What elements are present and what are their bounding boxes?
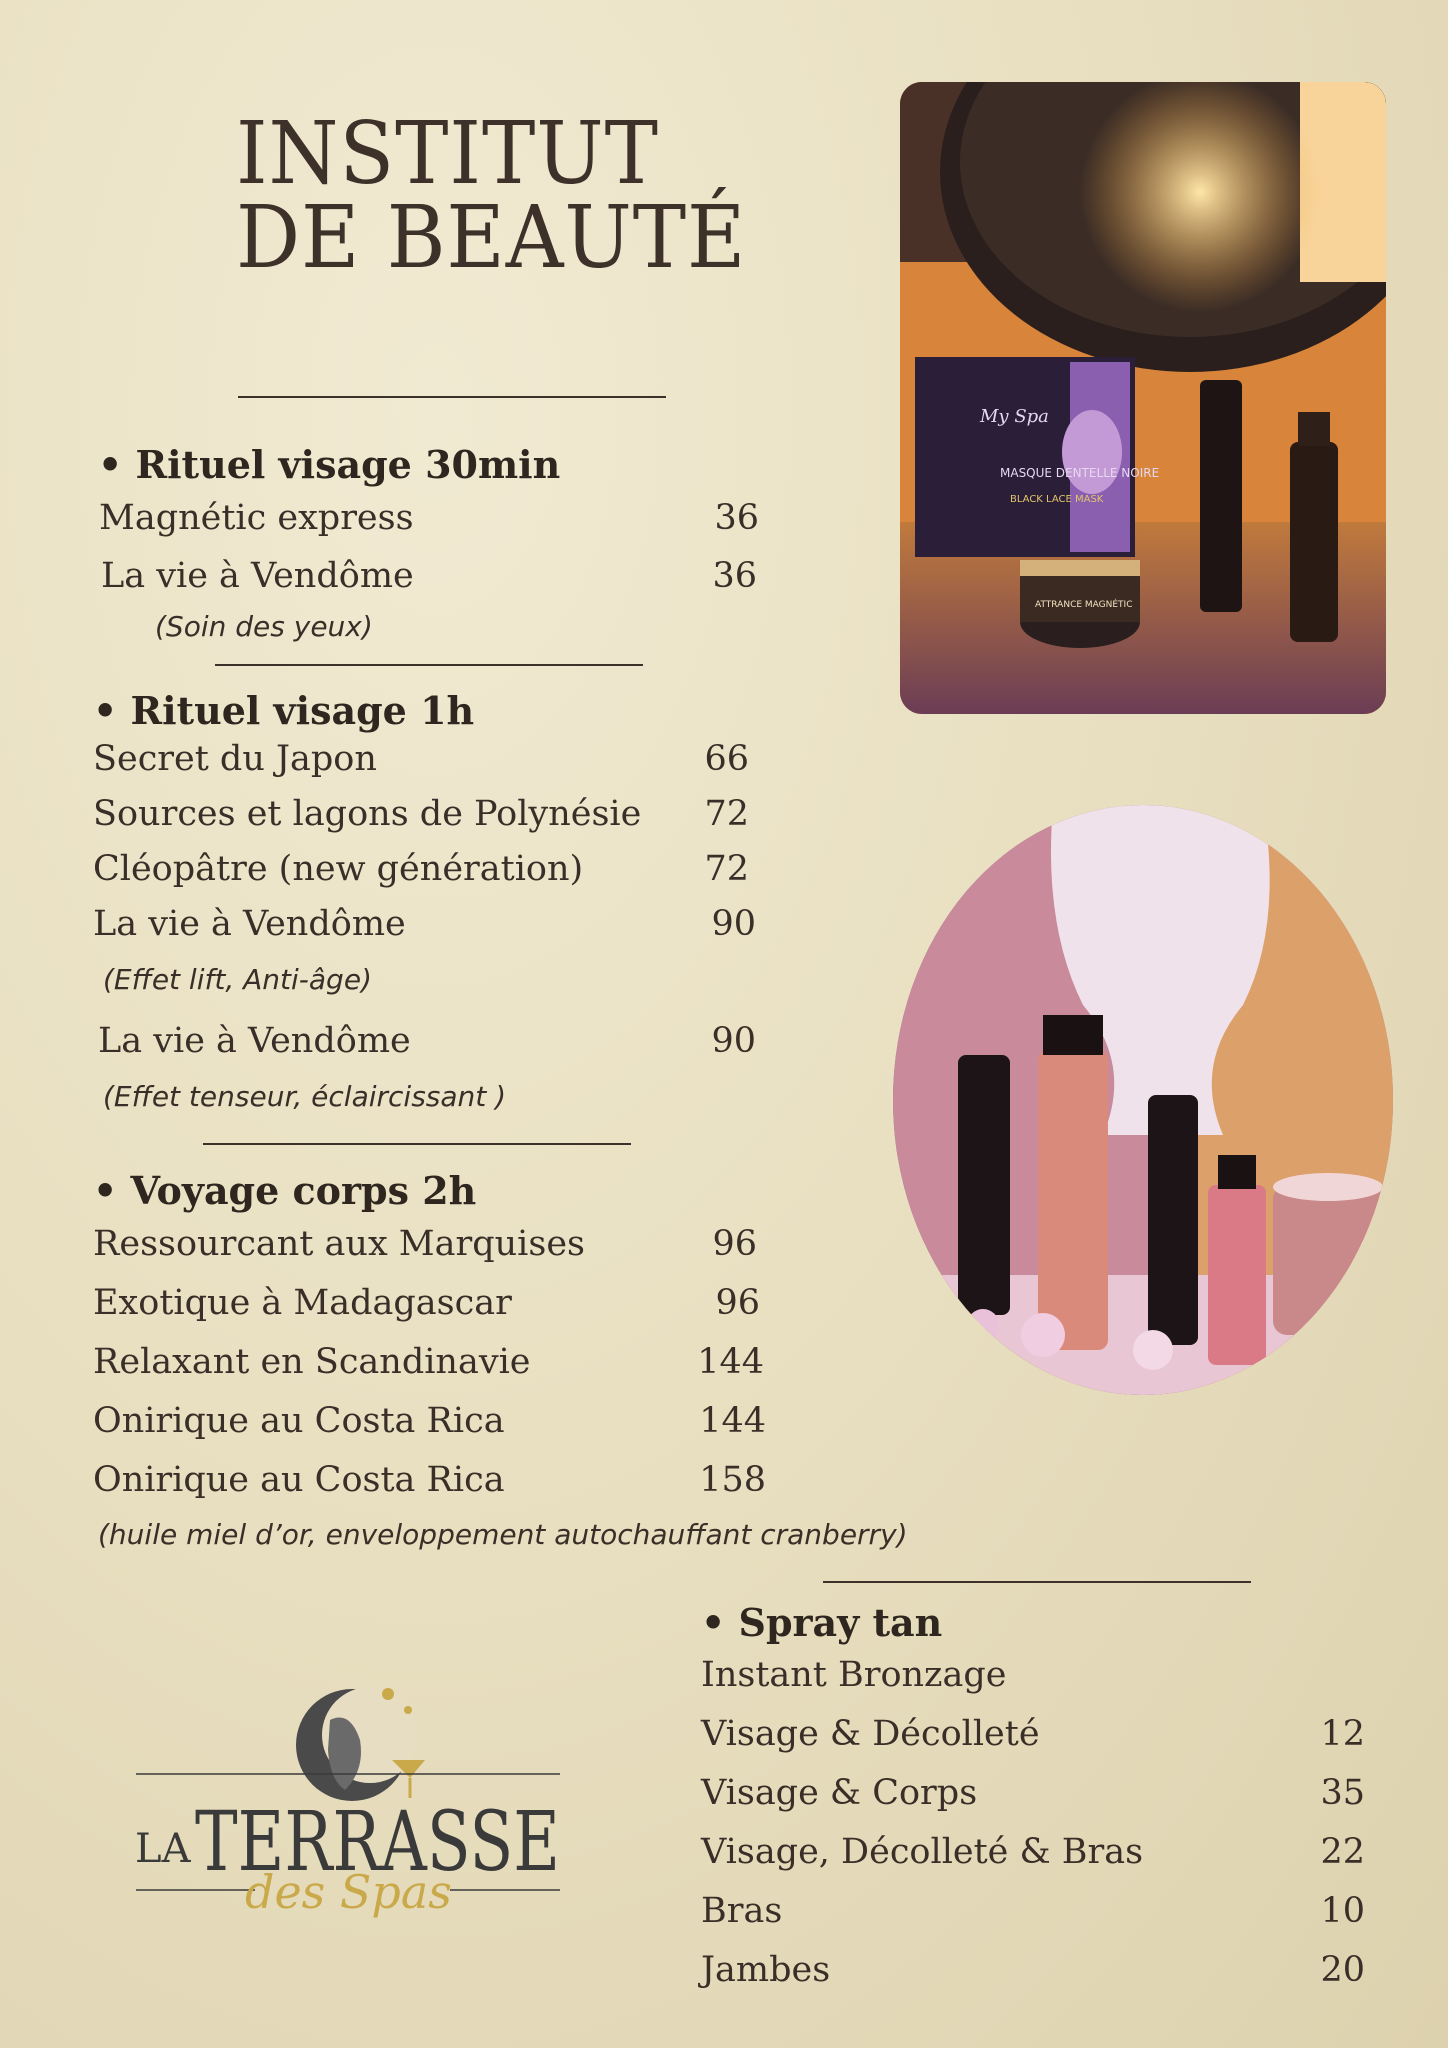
item-name: Bras [701, 1891, 783, 1931]
item-price: 96 [712, 1224, 757, 1264]
item-price: 96 [715, 1283, 760, 1323]
logo [130, 1680, 570, 1920]
brand-label: My Spa [980, 406, 1049, 427]
item-price: 36 [714, 498, 759, 538]
item-price: 66 [704, 739, 749, 779]
logo-mark [130, 1680, 570, 1920]
box-label: MASQUE DENTELLE NOIRE [1000, 466, 1160, 480]
item-name: Ressourcant aux Marquises [93, 1224, 586, 1264]
item-name: Visage & Corps [701, 1773, 978, 1813]
item-price: 35 [1320, 1773, 1365, 1813]
item-price: 20 [1320, 1950, 1365, 1990]
item-name: Magnétic express [99, 498, 414, 538]
divider [203, 1143, 631, 1145]
logo-la: LA [135, 1826, 191, 1872]
item-price: 90 [711, 904, 756, 944]
product-photo [900, 82, 1386, 714]
item-name: Onirique au Costa Rica [93, 1460, 505, 1500]
item-name: Onirique au Costa Rica [93, 1401, 505, 1441]
item-price: 158 [699, 1460, 766, 1500]
item-price: 72 [704, 794, 749, 834]
box-sublabel: BLACK LACE MASK [1010, 494, 1104, 505]
page-title [236, 104, 747, 288]
title-line-2: DE BEAUTÉ [236, 188, 747, 288]
item-note: (Effet lift, Anti-âge) [103, 963, 372, 996]
divider [823, 1581, 1251, 1583]
item-price: 72 [704, 849, 749, 889]
item-name: Visage & Décolleté [701, 1714, 1040, 1754]
item-name: Cléopâtre (new génération) [93, 849, 584, 889]
logo-script: des Spas [245, 1865, 452, 1919]
product-photo-illustration [900, 82, 1386, 714]
item-name: Jambes [701, 1950, 831, 1990]
item-price: 12 [1320, 1714, 1365, 1754]
section-subheading: Instant Bronzage [701, 1655, 1007, 1695]
jar-label: ATTRANCE MAGNÉTIC [1035, 600, 1133, 610]
section-heading: • Rituel visage 1h [93, 688, 475, 733]
item-price: 144 [697, 1342, 764, 1382]
section-heading: • Voyage corps 2h [93, 1168, 477, 1213]
item-price: 90 [711, 1021, 756, 1061]
item-price: 10 [1320, 1891, 1365, 1931]
divider [215, 664, 643, 666]
item-note: (Effet tenseur, éclaircissant ) [103, 1080, 507, 1113]
item-name: Sources et lagons de Polynésie [93, 794, 642, 834]
item-name: Exotique à Madagascar [93, 1283, 512, 1323]
divider [238, 396, 666, 398]
item-name: La vie à Vendôme [93, 904, 406, 944]
item-price: 144 [699, 1401, 766, 1441]
item-note: (Soin des yeux) [155, 610, 373, 643]
item-name: Secret du Japon [93, 739, 377, 779]
item-name: La vie à Vendôme [101, 556, 414, 596]
item-price: 36 [712, 556, 757, 596]
section-heading: • Rituel visage 30min [98, 442, 561, 487]
item-name: Visage, Décolleté & Bras [701, 1832, 1144, 1872]
item-note: (huile miel d’or, enveloppement autochauffant cranberry) [98, 1518, 908, 1551]
title-line-1: INSTITUT [236, 104, 659, 204]
logo-terrasse: TERRASSE [195, 1795, 560, 1890]
item-price: 22 [1320, 1832, 1365, 1872]
product-oval-illustration [893, 805, 1393, 1395]
item-name: La vie à Vendôme [98, 1021, 411, 1061]
product-oval-photo [893, 805, 1393, 1395]
item-name: Relaxant en Scandinavie [93, 1342, 531, 1382]
section-heading: • Spray tan [701, 1600, 943, 1645]
